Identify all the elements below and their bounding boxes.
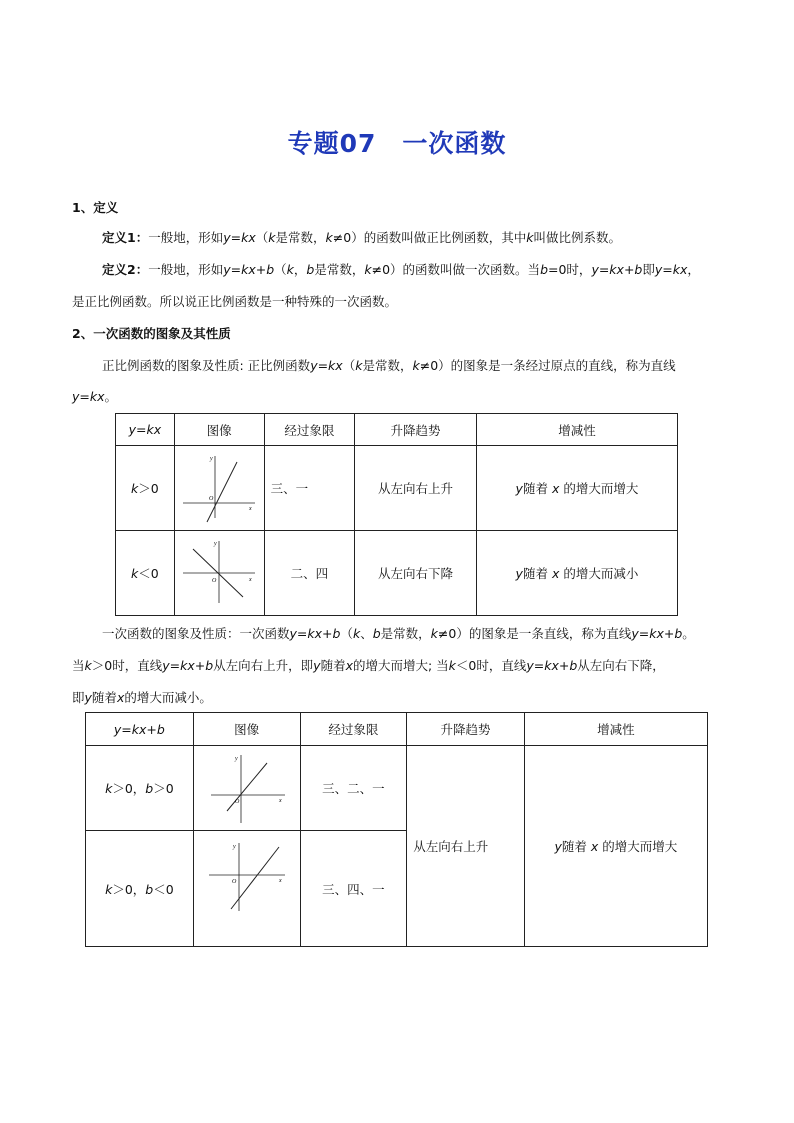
- header-trend: 升降趋势: [355, 414, 477, 446]
- header-trend: 升降趋势: [407, 713, 525, 746]
- svg-text:O: O: [231, 879, 237, 885]
- proportional-function-table: [115, 413, 678, 616]
- table-row: k＞0，b＞0 x y O 三、二、一 从左向右上升 y随着 x 的增大而增大: [86, 746, 708, 831]
- graph-k-positive-b-positive: [205, 751, 289, 825]
- header-quadrants: 经过象限: [264, 414, 354, 446]
- proportional-property-line-2: y=kx。: [72, 389, 118, 404]
- proportional-property: 正比例函数的图象及性质: 正比例函数y=kx（k是常数，k≠0）的图象是一条经过原点的直线，称为直线: [102, 358, 676, 373]
- svg-text:O: O: [209, 496, 214, 502]
- svg-text:x: x: [249, 506, 252, 512]
- definition-1: 定义1：一般地，形如y=kx（k是常数，k≠0）的函数叫做正比例函数，其中k叫做比例系数。: [102, 230, 621, 245]
- header-graph: 图像: [174, 414, 264, 446]
- table-row: k＞0，b＜0 x y O 三、四、一: [86, 831, 708, 947]
- table-row: k＞0 x y O 三、一 从左向右上升 y随着 x 的增大而增大: [116, 446, 678, 531]
- svg-text:y: y: [232, 844, 236, 850]
- header-quadrants: 经过象限: [300, 713, 407, 746]
- page-title: 专题07 一次函数: [287, 129, 507, 158]
- section-2-heading: 2、一次函数的图象及其性质: [72, 326, 231, 341]
- svg-text:x: x: [278, 798, 282, 804]
- svg-text:x: x: [278, 878, 282, 884]
- header-function: y=kx+b: [113, 721, 165, 737]
- header-monotonicity: 增减性: [524, 713, 707, 746]
- linear-property-line-2: 当k＞0时，直线y=kx+b从左向右上升，即y随着x的增大而增大; 当k＜0时，直线y=kx+b从左向右下降，: [72, 658, 665, 673]
- svg-text:x: x: [249, 577, 252, 583]
- definition-2-line-2: 是正比例函数。所以说正比例函数是一种特殊的一次函数。: [72, 294, 398, 309]
- header-graph: 图像: [193, 713, 300, 746]
- header-function: y=kx: [128, 422, 162, 437]
- svg-text:y: y: [214, 541, 217, 547]
- graph-k-positive-b-negative: [205, 839, 289, 913]
- svg-text:y: y: [234, 756, 238, 762]
- table-row: k＜0 x y O 二、四 从左向右下降 y随着 x 的增大而减小: [116, 531, 678, 616]
- linear-function-table: [85, 712, 708, 947]
- linear-property: 一次函数的图象及性质：一次函数y=kx+b（k、b是常数，k≠0）的图象是一条直线，称为直线y=kx+b。: [102, 626, 695, 641]
- linear-property-line-3: 即y随着x的增大而减小。: [72, 690, 212, 705]
- graph-k-negative: [179, 537, 259, 609]
- svg-text:O: O: [234, 799, 240, 805]
- svg-text:y: y: [210, 456, 213, 462]
- svg-text:O: O: [212, 578, 217, 584]
- section-1-heading: 1、定义: [72, 200, 119, 215]
- graph-k-positive: [179, 452, 259, 524]
- header-monotonicity: 增减性: [476, 414, 677, 446]
- definition-2: 定义2：一般地，形如y=kx+b（k，b是常数，k≠0）的函数叫做一次函数。当b=0时，y=kx+b即y=kx，: [102, 262, 700, 277]
